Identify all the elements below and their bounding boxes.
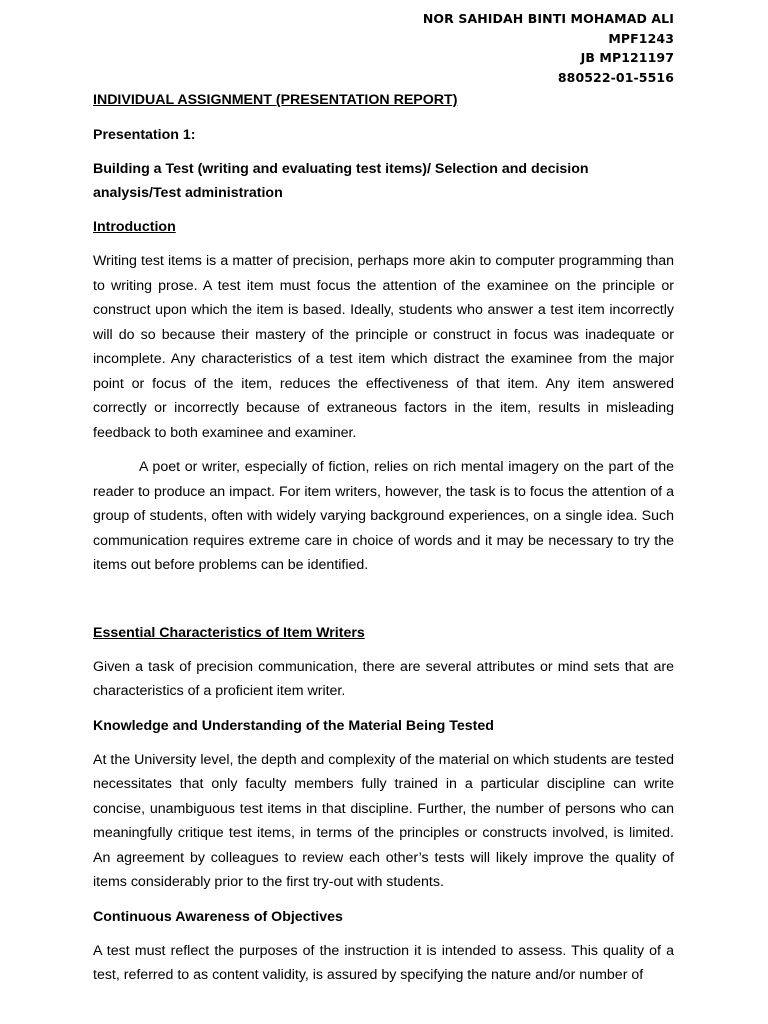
student-id: JB MP121197 bbox=[580, 50, 674, 65]
introduction-heading: Introduction bbox=[93, 219, 176, 235]
document-body bbox=[93, 88, 674, 998]
section-spacer bbox=[93, 588, 674, 621]
presentation-topic: Building a Test (writing and evaluating test items)/ Selection and decision analysis/Test administration bbox=[93, 161, 589, 201]
author-name: NOR SAHIDAH BINTI MOHAMAD ALI bbox=[422, 11, 674, 26]
essential-characteristics-heading: Essential Characteristics of Item Writers bbox=[93, 624, 365, 641]
document-title: INDIVIDUAL ASSIGNMENT (PRESENTATION REPORT) bbox=[93, 92, 458, 108]
introduction-paragraph-2: A poet or writer, especially of fiction, relies on rich mental imagery on the part of the reader to produce an impact. For item writers, however, the task is to focus the attention of a group of students, often with widely varying background experiences, on a single idea. Such communication requires extreme care in choice of words and it may be necessary to try the items out before problems can be identified. bbox=[93, 459, 674, 573]
introduction-paragraph-1: Writing test items is a matter of precision, perhaps more akin to computer programming than to writing prose. A test item must focus the attention of the examinee on the principle or construct upon which the item is based. Ideally, students who answer a test item incorrectly will do so because their mastery of the principle or construct in focus was inadequate or incomplete. Any characteristics of a test item which distract the examinee from the major point or focus of the item, reduces the effectiveness of that item. Any item answered correctly or incorrectly because of extraneous factors in the item, results in misleading feedback to both examinee and examiner. bbox=[93, 253, 674, 441]
ic-number: 880522-01-5516 bbox=[557, 69, 674, 85]
objectives-heading: Continuous Awareness of Objectives bbox=[93, 908, 343, 925]
author-header bbox=[423, 9, 674, 87]
presentation-label: Presentation 1: bbox=[93, 127, 196, 143]
knowledge-heading: Knowledge and Understanding of the Material Being Tested bbox=[93, 717, 494, 734]
knowledge-paragraph: At the University level, the depth and complexity of the material on which students are tested necessitates that only faculty members fully trained in a particular discipline can write concise, unambiguous test items in that discipline. Further, the number of persons who can meaningfully critique test items, in terms of the principles or constructs involved, is limited. An agreement by colleagues to review each other’s tests will likely improve the quality of items considerably prior to the first try-out with students. bbox=[93, 751, 674, 890]
objectives-paragraph: A test must reflect the purposes of the instruction it is intended to assess. This quality of a test, referred to as content validity, is assured by specifying the nature and/or number of bbox=[93, 942, 674, 983]
essential-characteristics-paragraph: Given a task of precision communication, there are several attributes or mind sets that are characteristics of a proficient item writer. bbox=[93, 658, 674, 699]
course-code: MPF1243 bbox=[608, 30, 674, 46]
